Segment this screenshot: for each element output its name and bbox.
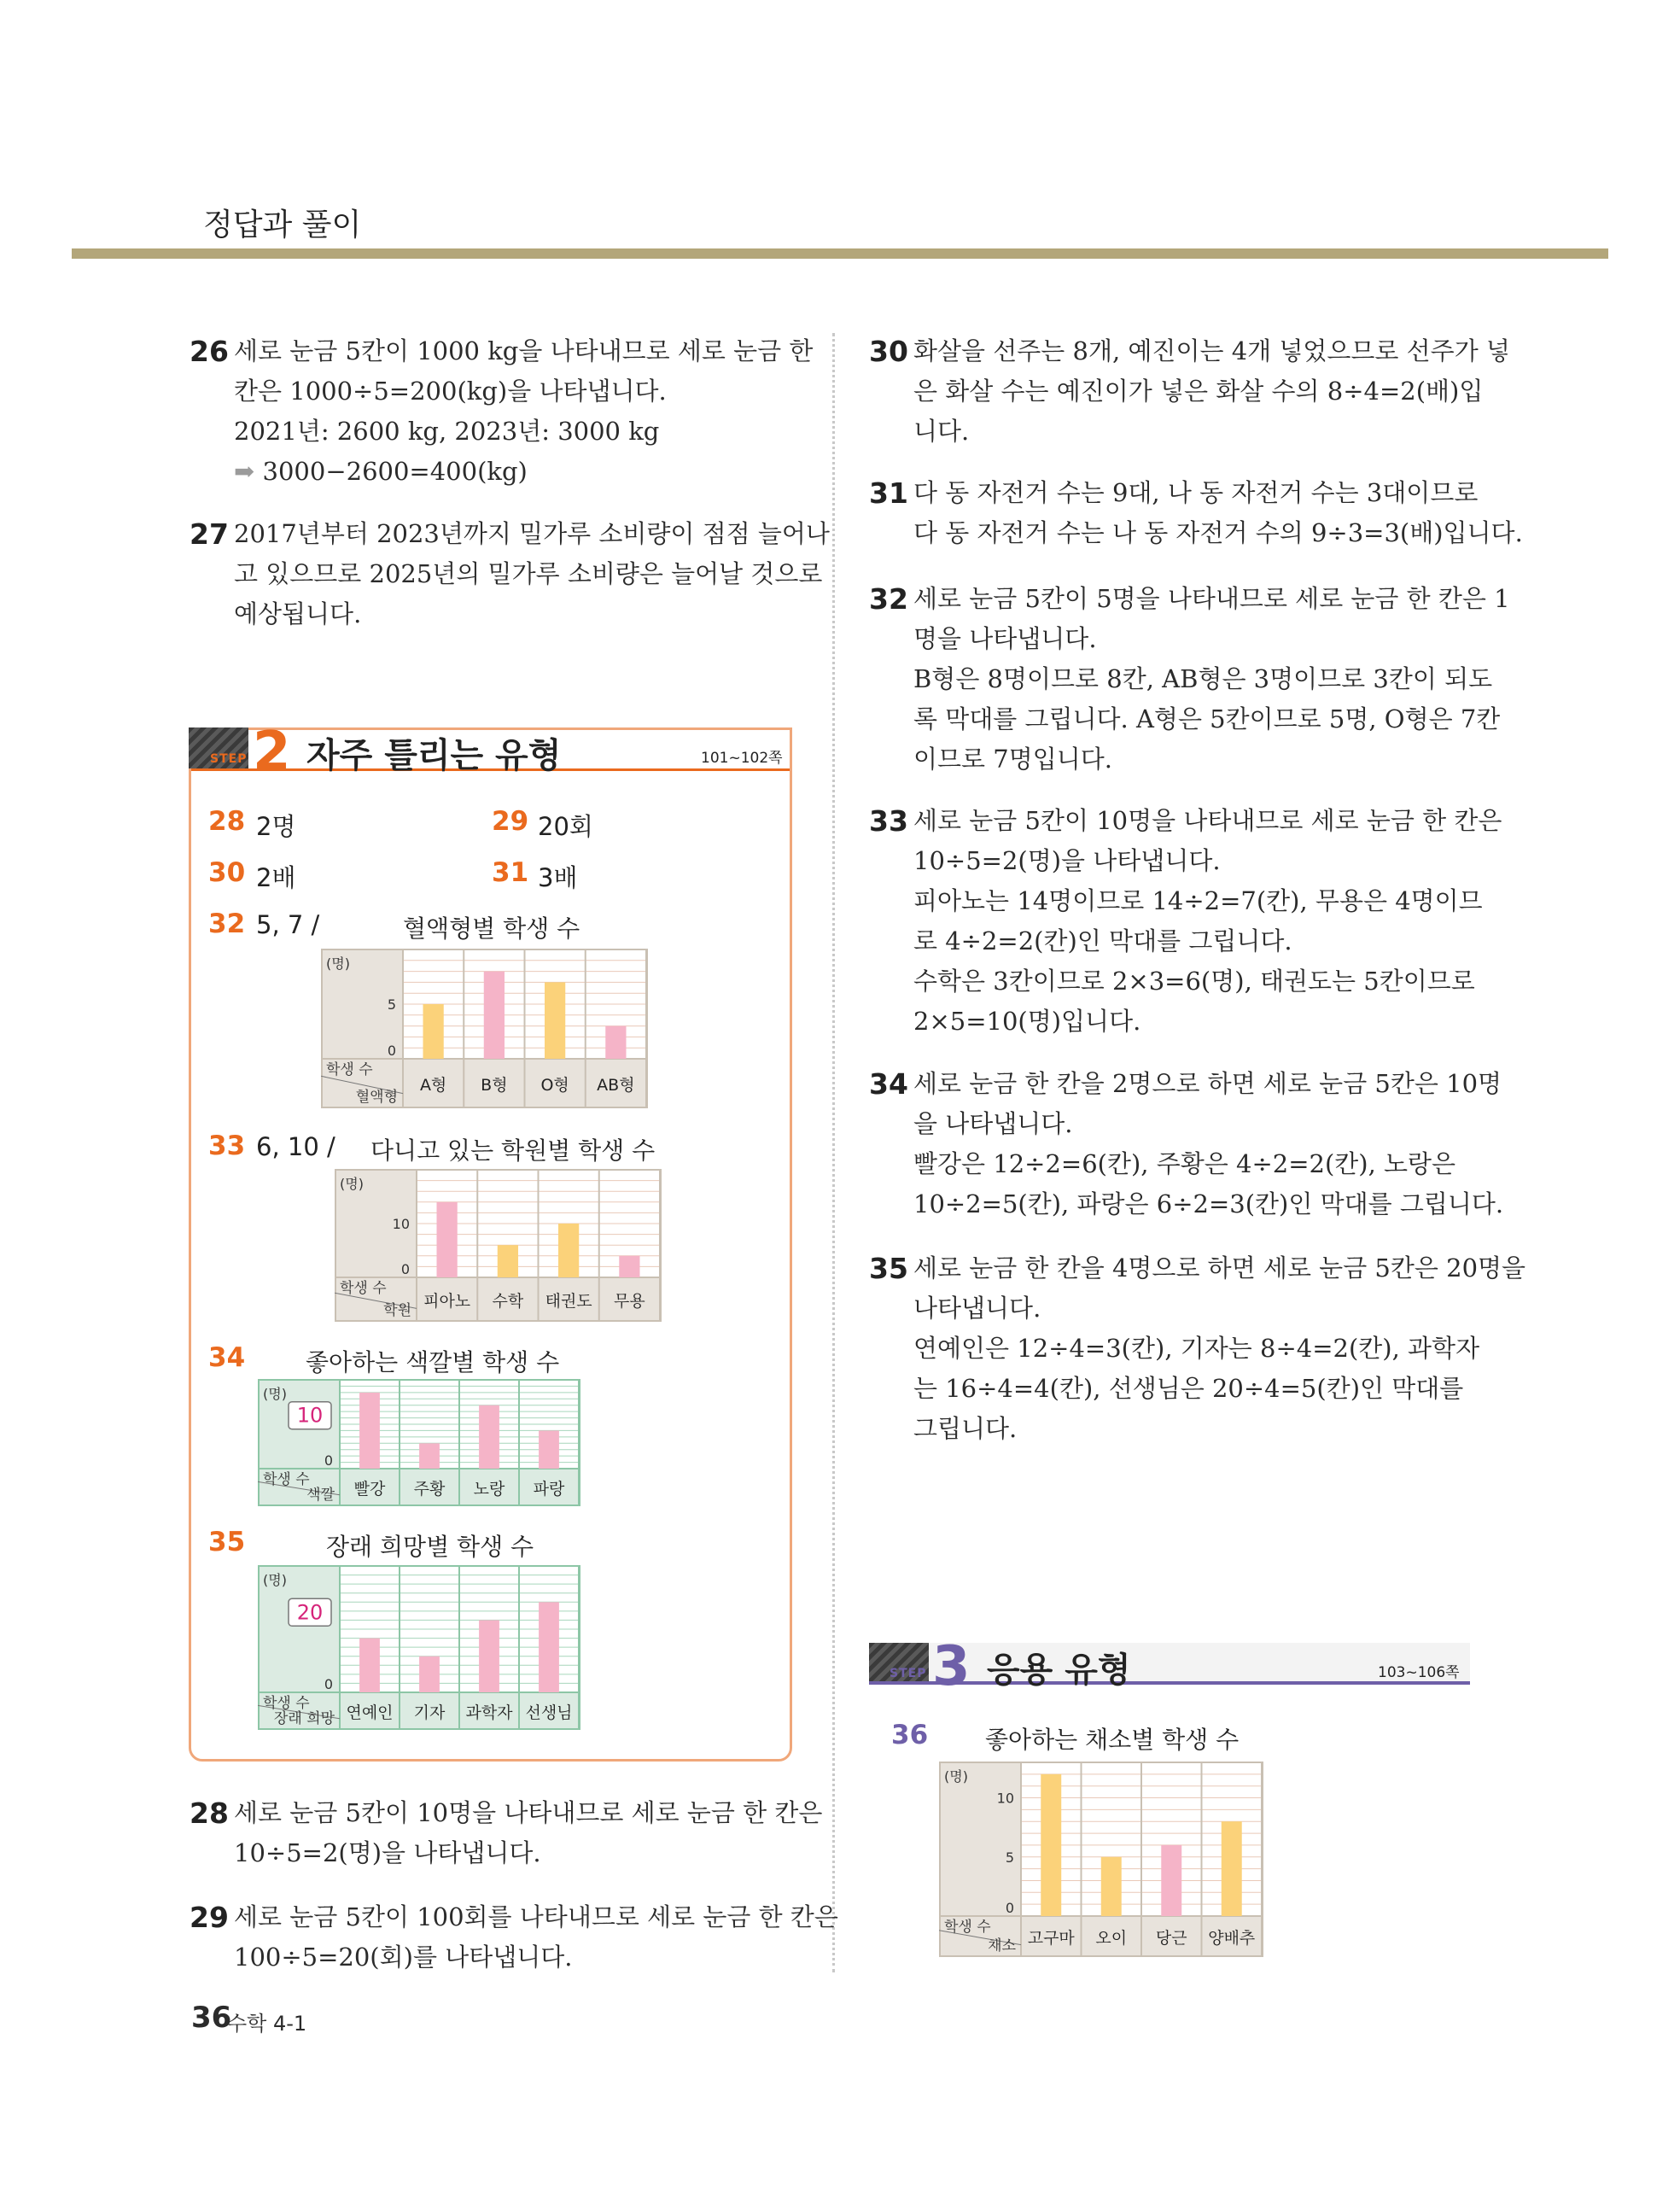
tick-label: 5 [387, 996, 396, 1013]
problem-line: 피아노는 14명이므로 14÷2=7(칸), 무용은 4명이므 [913, 886, 1483, 915]
problem-35 [869, 1248, 1526, 1449]
answer-number: 30 [208, 857, 246, 888]
answer-value: 5, 7 / [256, 910, 320, 939]
problem-number: 31 [869, 476, 908, 510]
corner-label-top: 학생 수 [263, 1471, 310, 1488]
bar [423, 1004, 444, 1059]
bar [359, 1639, 380, 1692]
corner-label-top: 학생 수 [340, 1280, 387, 1297]
problem-30 [869, 331, 1510, 452]
corner-label-bottom: 채소 [988, 1937, 1016, 1954]
problem-line: 로 4÷2=2(칸)인 막대를 그립니다. [913, 926, 1292, 955]
problem-line: 이므로 7명입니다. [913, 745, 1112, 774]
step3-header [869, 1635, 1470, 1698]
chart-title: 좋아하는 채소별 학생 수 [985, 1726, 1240, 1754]
bar [419, 1656, 440, 1692]
problem-line: 을 나타냅니다. [913, 1109, 1073, 1138]
problem-33 [869, 801, 1502, 1042]
bar [479, 1620, 499, 1692]
chart-title: 혈액형별 학생 수 [403, 914, 580, 943]
problem-line: 은 화살 수는 예진이가 넣은 화살 수의 8÷4=2(배)입 [913, 377, 1484, 406]
problem-line: 10÷2=5(칸), 파랑은 6÷2=3(칸)인 막대를 그립니다. [913, 1189, 1504, 1218]
tick-label: 10 [392, 1216, 410, 1232]
problem-line: 2×5=10(명)입니다. [913, 1007, 1141, 1036]
category-label: 과학자 [465, 1703, 513, 1722]
corner-label-bottom: 장래 희망 [273, 1710, 335, 1727]
category-label: A형 [419, 1076, 447, 1095]
bar [498, 1245, 518, 1277]
problem-32 [869, 579, 1510, 780]
tick-label: 0 [324, 1452, 333, 1469]
problem-line: 다 동 자전거 수는 9대, 나 동 자전거 수는 3대이므로 [913, 478, 1479, 507]
unit-label: (명) [944, 1768, 968, 1785]
tick-label: 0 [1005, 1900, 1014, 1916]
category-label: 노랑 [473, 1480, 505, 1499]
tick-label: 10 [996, 1790, 1014, 1807]
problem-line: 화살을 선주는 8개, 예진이는 4개 넣었으므로 선주가 넣 [913, 336, 1510, 365]
category-label: 오이 [1095, 1929, 1128, 1948]
problem-number: 26 [190, 335, 229, 368]
problem-number: 29 [190, 1901, 229, 1934]
problem-line: 수학은 3칸이므로 2×3=6(명), 태권도는 5칸이므로 [913, 967, 1475, 996]
problem-line: 세로 눈금 한 칸을 2명으로 하면 세로 눈금 5칸은 10명 [913, 1069, 1502, 1098]
category-label: 태권도 [545, 1292, 592, 1311]
step-label: STEP [210, 752, 248, 766]
problem-line: 명을 나타냅니다. [913, 624, 1097, 653]
header-divider [72, 248, 1608, 259]
category-label: 파랑 [533, 1480, 565, 1499]
tick-label: 0 [400, 1261, 410, 1277]
bar [359, 1393, 380, 1469]
problem-number: 32 [869, 582, 908, 616]
step-label: STEP [890, 1667, 927, 1680]
category-label: O형 [540, 1076, 569, 1095]
problem-line: ➡ 3000−2600=400(kg) [234, 457, 528, 486]
book-title: 수학 4-1 [227, 2012, 307, 2036]
category-label: AB형 [597, 1076, 635, 1095]
bar [1161, 1845, 1181, 1916]
step-number: 3 [932, 1635, 971, 1698]
answer-value: 6, 10 / [256, 1132, 335, 1161]
y-axis-panel [939, 1762, 1021, 1916]
category-label: 무용 [614, 1292, 645, 1311]
problem-number: 35 [869, 1252, 908, 1285]
answer-number: 29 [492, 806, 529, 837]
bar [1222, 1821, 1242, 1916]
bar [437, 1202, 458, 1277]
answer-number: 35 [208, 1527, 246, 1557]
problem-29 [190, 1897, 838, 1978]
bar [419, 1443, 440, 1469]
unit-label: (명) [340, 1176, 364, 1192]
bar [558, 1224, 579, 1277]
corner-label-bottom: 혈액형 [355, 1089, 398, 1106]
bar [539, 1602, 559, 1692]
problem-line: 록 막대를 그립니다. A형은 5칸이므로 5명, O형은 7칸 [913, 704, 1501, 733]
answer-number: 33 [208, 1131, 246, 1161]
answer-value: 2배 [256, 863, 296, 892]
bar [605, 1026, 626, 1059]
problem-number: 27 [190, 517, 229, 551]
problem-line: 그립니다. [913, 1414, 1018, 1443]
problem-line: 는 16÷4=4(칸), 선생님은 20÷4=5(칸)인 막대를 [913, 1374, 1464, 1403]
problem-line: 10÷5=2(명)을 나타냅니다. [913, 846, 1221, 875]
bar-chart-academy [335, 1166, 662, 1322]
problem-26 [190, 331, 814, 492]
bar [484, 972, 505, 1059]
bar [1041, 1774, 1061, 1916]
problem-line: B형은 8명이므로 8칸, AB형은 3명이므로 3칸이 되도 [913, 664, 1493, 693]
problem-number: 33 [869, 804, 908, 838]
category-label: 피아노 [423, 1292, 471, 1311]
problem-34 [869, 1064, 1504, 1224]
problem-28 [190, 1793, 823, 1873]
category-label: 주황 [413, 1480, 446, 1499]
bar [479, 1405, 499, 1469]
step-title: 자주 틀리는 유형 [306, 736, 562, 775]
answer-number: 36 [891, 1720, 929, 1750]
answer-value: 2명 [256, 812, 296, 841]
problem-line: 예상됩니다. [234, 599, 362, 628]
step-title: 응용 유형 [987, 1651, 1131, 1690]
problem-number: 34 [869, 1067, 908, 1101]
problem-line: 칸은 1000÷5=200(kg)을 나타냅니다. [234, 377, 667, 406]
tick-label: 0 [387, 1043, 396, 1059]
arrow-right-icon: ➡ [234, 457, 255, 486]
corner-label-bottom: 색깔 [306, 1487, 335, 1504]
problem-line: 세로 눈금 5칸이 1000 kg을 나타내므로 세로 눈금 한 [234, 336, 814, 365]
problem-line: 10÷5=2(명)을 나타냅니다. [234, 1838, 541, 1867]
category-label: 연예인 [346, 1703, 394, 1722]
answer-value: 3배 [538, 863, 578, 892]
problem-line: 다 동 자전거 수는 나 동 자전거 수의 9÷3=3(배)입니다. [913, 518, 1523, 547]
bar [539, 1430, 559, 1469]
category-label: 기자 [413, 1703, 446, 1722]
tick-label: 0 [324, 1676, 333, 1692]
problem-31 [869, 473, 1523, 553]
page-header-title: 정답과 풀이 [203, 207, 362, 242]
answer-number: 34 [208, 1342, 246, 1373]
problem-line: 세로 눈금 5칸이 10명을 나타내므로 세로 눈금 한 칸은 [913, 806, 1502, 835]
bar [1101, 1857, 1122, 1916]
category-label: 빨강 [353, 1480, 386, 1499]
chart-title: 좋아하는 색깔별 학생 수 [306, 1348, 560, 1376]
column-divider [832, 333, 835, 1972]
corner-label-top: 학생 수 [263, 1695, 310, 1712]
problem-line: 나타냅니다. [913, 1294, 1041, 1323]
corner-label-top: 학생 수 [944, 1919, 991, 1936]
problem-line: 세로 눈금 5칸이 5명을 나타내므로 세로 눈금 한 칸은 1 [913, 584, 1510, 613]
category-label: 고구마 [1027, 1929, 1075, 1948]
category-label: B형 [481, 1076, 508, 1095]
step-pages: 101~102쪽 [701, 750, 783, 767]
chart-title: 장래 희망별 학생 수 [326, 1533, 534, 1561]
bar-chart-blood-type [321, 946, 648, 1108]
step-pages: 103~106쪽 [1378, 1664, 1460, 1681]
step-number: 2 [253, 721, 291, 784]
category-label: 수학 [492, 1292, 524, 1311]
problem-line: 100÷5=20(회)를 나타냅니다. [234, 1943, 573, 1972]
bar-chart-vegetable [939, 1759, 1263, 1957]
problem-line: 연예인은 12÷4=3(칸), 기자는 8÷4=2(칸), 과학자 [913, 1334, 1480, 1363]
tick-label: 5 [1005, 1849, 1014, 1866]
category-label: 당근 [1155, 1929, 1187, 1948]
bar-chart-color [258, 1376, 580, 1506]
page-number: 36 [191, 2001, 232, 2035]
answer-number: 31 [492, 857, 529, 888]
unit-label: (명) [263, 1386, 287, 1402]
unit-label: (명) [263, 1572, 287, 1588]
problem-line: 빨강은 12÷2=6(칸), 주황은 4÷2=2(칸), 노랑은 [913, 1149, 1456, 1178]
tick-label: 10 [296, 1403, 324, 1428]
category-label: 양배추 [1208, 1929, 1256, 1948]
answer-number: 32 [208, 909, 246, 939]
problem-line: 2017년부터 2023년까지 밀가루 소비량이 점점 늘어나 [234, 519, 830, 548]
corner-label-bottom: 학원 [383, 1302, 411, 1319]
bar-chart-future-job [258, 1563, 580, 1730]
bar [619, 1256, 639, 1277]
answer-number: 28 [208, 806, 246, 837]
problem-line: 세로 눈금 5칸이 100회를 나타내므로 세로 눈금 한 칸은 [234, 1902, 838, 1931]
problem-line: 2021년: 2600 kg, 2023년: 3000 kg [234, 417, 660, 446]
category-label: 선생님 [525, 1703, 573, 1722]
tick-label: 20 [296, 1600, 324, 1625]
bar [545, 982, 565, 1059]
problem-number: 28 [190, 1797, 229, 1830]
problem-line: 고 있으므로 2025년의 밀가루 소비량은 늘어날 것으로 [234, 559, 823, 588]
problem-line: 니다. [913, 417, 970, 446]
problem-line: 세로 눈금 5칸이 10명을 나타내므로 세로 눈금 한 칸은 [234, 1798, 823, 1827]
answer-value: 20회 [538, 812, 593, 841]
problem-27 [190, 514, 830, 634]
problem-line: 세로 눈금 한 칸을 4명으로 하면 세로 눈금 5칸은 20명을 [913, 1253, 1526, 1282]
problem-number: 30 [869, 335, 908, 368]
corner-label-top: 학생 수 [326, 1061, 373, 1078]
chart-title: 다니고 있는 학원별 학생 수 [370, 1136, 656, 1165]
unit-label: (명) [326, 955, 350, 972]
